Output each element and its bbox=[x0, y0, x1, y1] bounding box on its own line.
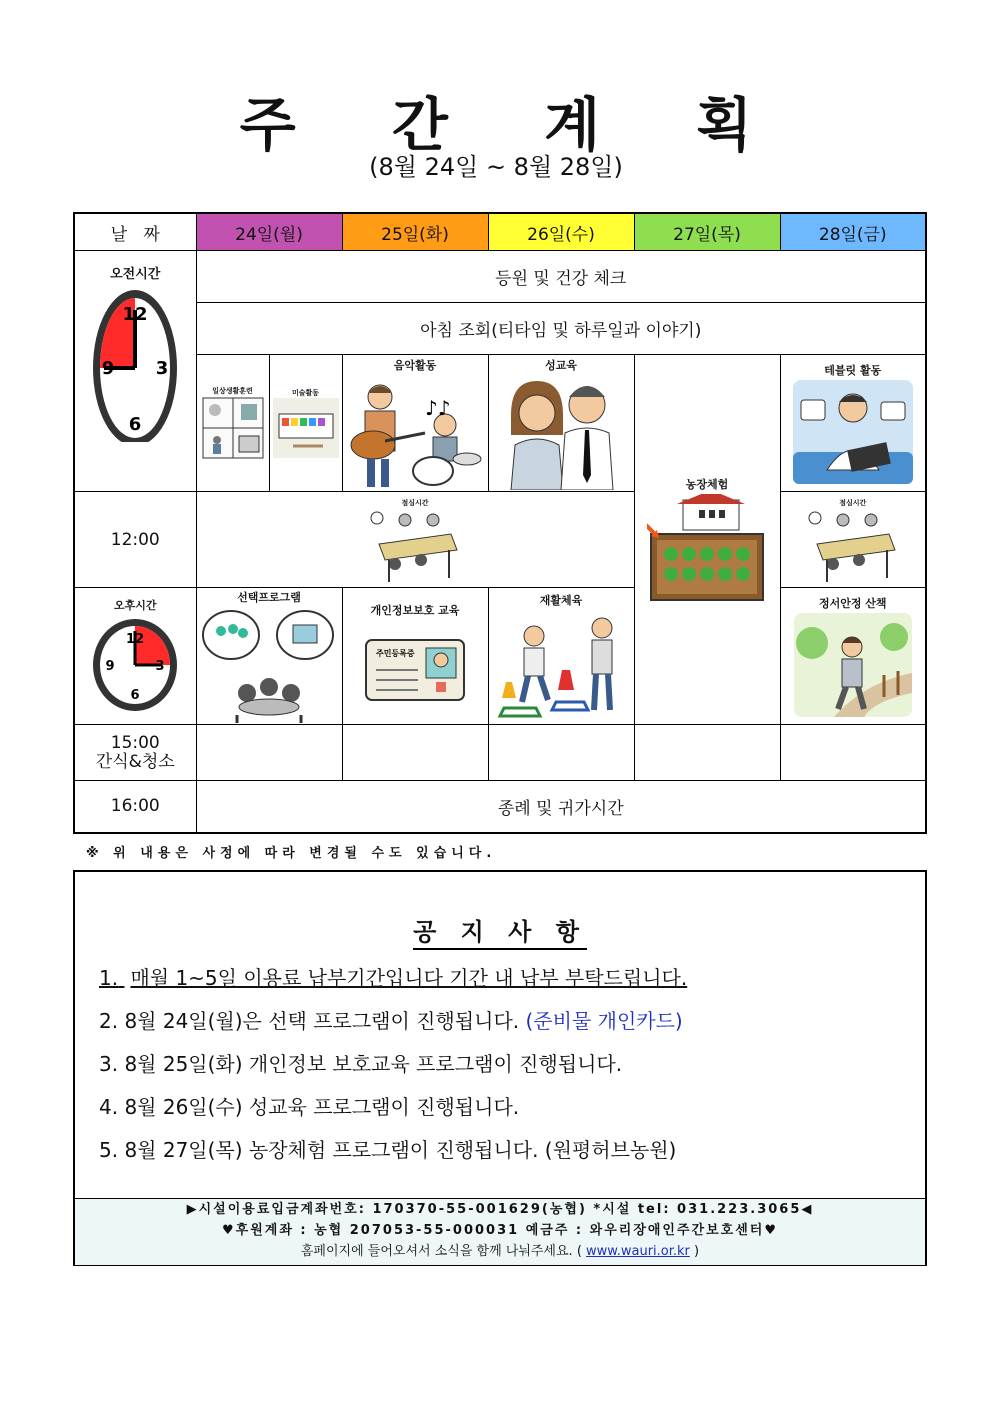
rehab-sports-label: 재활체육 bbox=[539, 594, 583, 607]
id-card-icon bbox=[360, 620, 470, 710]
mon-am-daily-living bbox=[196, 355, 269, 492]
snack-mon bbox=[196, 725, 342, 781]
art-label: 미술활동 bbox=[291, 389, 320, 397]
day-mon: 24일(월) bbox=[196, 213, 342, 251]
choice-program-label: 선택프로그램 bbox=[237, 591, 301, 604]
morning-label: 오전시간 bbox=[110, 267, 161, 282]
notice-item-4: 4. 8월 26일(수) 성교육 프로그램이 진행됩니다. bbox=[99, 1095, 520, 1119]
privacy-education-label: 개인정보보호 교육 bbox=[370, 604, 460, 617]
footer-homepage-text: 홈페이지에 들어오셔서 소식을 함께 나눠주세요. ( bbox=[300, 1244, 582, 1259]
notice-item-3: 3. 8월 25일(화) 개인정보 보호교육 프로그램이 진행됩니다. bbox=[99, 1052, 623, 1076]
fri-lunch-label: 점심시간 bbox=[839, 498, 867, 507]
footer-donation-line: ♥후원계좌 : 농협 207053-55-000031 예금주 : 와우리장애인주간보호센터♥ bbox=[221, 1223, 778, 1238]
music-label: 음악활동 bbox=[393, 358, 437, 372]
snack-wed bbox=[488, 725, 634, 781]
snack-time: 15:00 bbox=[110, 732, 160, 753]
id-card-title: 주민등록증 bbox=[376, 649, 415, 658]
choice-program-icon bbox=[201, 607, 337, 723]
notice-item-2-text: 2. 8월 24일(월)은 선택 프로그램이 진행됩니다. bbox=[99, 1009, 520, 1033]
clock-am-12: 12 bbox=[122, 304, 148, 325]
clock-am-9: 9 bbox=[101, 358, 115, 379]
clock-9-icon bbox=[90, 282, 180, 442]
lunch-label: 점심시간 bbox=[401, 498, 429, 507]
lunch-table-icon bbox=[369, 508, 461, 582]
snack-label: 간식&청소 bbox=[95, 751, 175, 772]
guitar-drum-icon bbox=[345, 375, 485, 490]
sex-education-label: 성교육 bbox=[545, 358, 577, 372]
fri-lunch-cell bbox=[780, 492, 926, 588]
clock-am-3: 3 bbox=[155, 358, 169, 379]
clock-pm-9: 9 bbox=[105, 659, 115, 674]
clock-am-6: 6 bbox=[128, 414, 142, 435]
tablet-label: 테블릿 활동 bbox=[824, 364, 882, 377]
day-fri: 28일(금) bbox=[780, 213, 926, 251]
change-note: ※ 위 내용은 사정에 따라 변경될 수도 있습니다. bbox=[86, 846, 497, 861]
tue-am-music bbox=[342, 355, 488, 492]
man-woman-icon bbox=[491, 375, 631, 490]
farm-label: 농장체험 bbox=[685, 477, 729, 491]
svg-text:♪♪: ♪♪ bbox=[425, 395, 451, 420]
wed-am-sex-education bbox=[488, 355, 634, 492]
thu-farm-experience bbox=[634, 355, 780, 725]
day-thu: 27일(목) bbox=[634, 213, 780, 251]
notice-box bbox=[73, 870, 927, 1266]
date-header: 날 짜 bbox=[74, 213, 196, 251]
notice-title: 공 지 사 항 bbox=[413, 918, 587, 950]
assembly-row: 아침 조회(티타임 및 하루일과 이야기) bbox=[196, 303, 926, 355]
noon-time: 12:00 bbox=[74, 492, 196, 588]
account-footer bbox=[75, 1198, 925, 1265]
morning-cell bbox=[74, 251, 196, 492]
end-time: 16:00 bbox=[74, 781, 196, 833]
clock-3-icon bbox=[90, 615, 180, 715]
notice-item-1 bbox=[99, 962, 687, 991]
notice-item-1-text: 매월 1~5일 이용료 납부기간입니다 기간 내 납부 부탁드립니다. bbox=[130, 966, 688, 990]
fri-lunch-table-icon bbox=[807, 508, 899, 582]
footer-homepage-close: ) bbox=[694, 1244, 700, 1259]
tablet-icon bbox=[793, 380, 913, 484]
notice-item-5: 5. 8월 27일(목) 농장체험 프로그램이 진행됩니다. (원평허브농원) bbox=[99, 1138, 677, 1162]
snack-thu bbox=[634, 725, 780, 781]
wed-pm-rehab-sports bbox=[488, 588, 634, 725]
daily-living-label: 일상생활훈련 bbox=[212, 387, 253, 395]
fri-pm-walk bbox=[780, 588, 926, 725]
afternoon-cell bbox=[74, 588, 196, 725]
snack-fri bbox=[780, 725, 926, 781]
mon-am-art bbox=[269, 355, 342, 492]
mon-pm-choice-program bbox=[196, 588, 342, 725]
day-wed: 26일(수) bbox=[488, 213, 634, 251]
rehab-sports-icon bbox=[496, 610, 626, 720]
homepage-link[interactable]: www.wauri.or.kr bbox=[586, 1244, 690, 1259]
notice-item-1-num: 1. bbox=[99, 966, 119, 990]
clock-pm-12: 12 bbox=[126, 632, 145, 647]
fri-am-tablet bbox=[780, 355, 926, 492]
tue-pm-privacy-education bbox=[342, 588, 488, 725]
paint-palette-icon bbox=[273, 398, 339, 458]
end-row: 종례 및 귀가시간 bbox=[196, 781, 926, 833]
farm-icon bbox=[647, 494, 767, 604]
clock-pm-6: 6 bbox=[130, 688, 140, 703]
afternoon-label: 오후시간 bbox=[113, 599, 157, 612]
day-tue: 25일(화) bbox=[342, 213, 488, 251]
walk-label: 정서안정 산책 bbox=[818, 597, 887, 610]
daily-living-icon bbox=[201, 396, 265, 460]
date-range: (8월 24일 ~ 8월 28일) bbox=[369, 153, 623, 181]
notice-item-2 bbox=[99, 1005, 683, 1034]
page-title: 주 간 계 획 bbox=[239, 91, 791, 159]
arrival-row: 등원 및 건강 체크 bbox=[196, 251, 926, 303]
walk-icon bbox=[794, 613, 912, 717]
footer-account-line: ▶시설이용료입금계좌번호: 170370-55-001629(농협) *시설 tel: 031.223.3065◀ bbox=[186, 1202, 814, 1217]
snack-tue bbox=[342, 725, 488, 781]
snack-cell bbox=[74, 725, 196, 781]
lunch-cell bbox=[196, 492, 634, 588]
notice-item-2-extra: (준비물 개인카드) bbox=[525, 1009, 683, 1033]
weekly-schedule-table bbox=[73, 212, 927, 834]
clock-pm-3: 3 bbox=[155, 659, 165, 674]
